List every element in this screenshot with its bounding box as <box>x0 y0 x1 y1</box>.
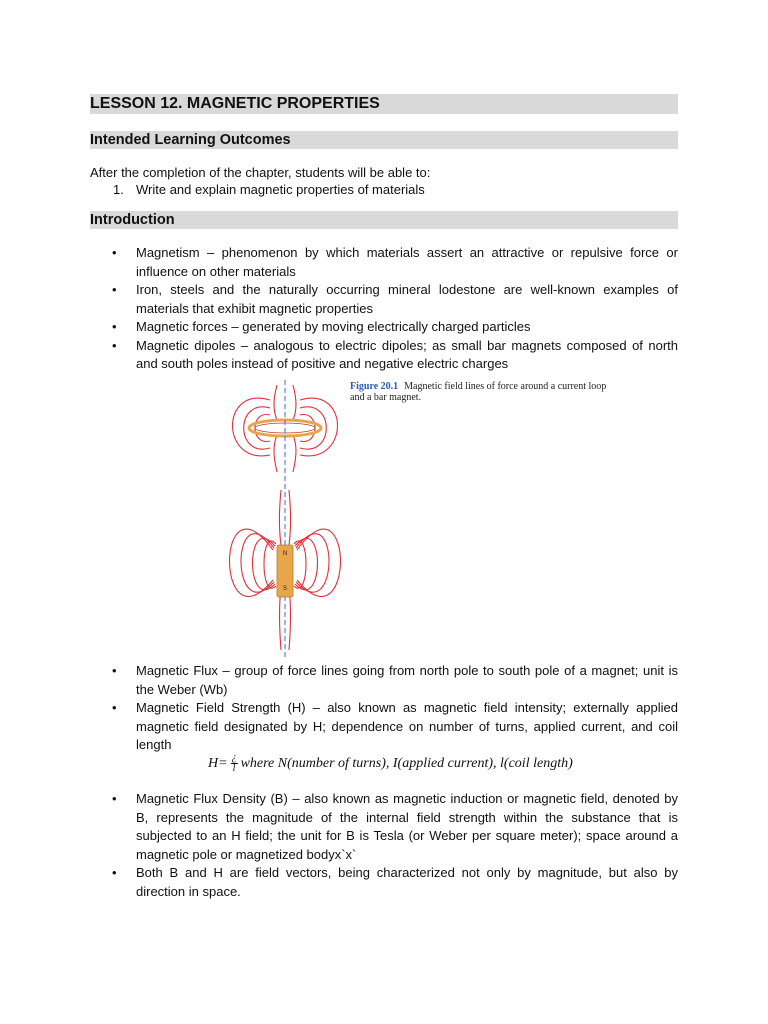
bullet-text: Magnetic Flux – group of force lines going from north pole to south pole of a magnet; unit is the Weber (Wb) <box>136 663 678 697</box>
figure-caption-text: Magnetic field lines of force around a current loop and a bar magnet. <box>350 381 607 403</box>
formula-fraction <box>231 753 238 774</box>
formula-lhs: H= <box>208 755 228 771</box>
intro-bullet-list-bottom <box>90 790 678 901</box>
bullet-text: Magnetic forces – generated by moving electrically charged particles <box>136 319 531 334</box>
bullet-text: Iron, steels and the naturally occurring mineral lodestone are well-known examples of materials that exhibit magnetic properties <box>136 282 678 316</box>
bullet-icon: • <box>112 319 117 334</box>
list-item <box>90 281 678 318</box>
bullet-icon: • <box>112 663 117 678</box>
bullet-icon: • <box>112 282 117 297</box>
bullet-text: Magnetic Field Strength (H) – also known as magnetic field intensity; externally applied magnetic field designated by H; dependence on number of turns, applied current, and coil length <box>136 700 678 752</box>
outcome-text: Write and explain magnetic properties of materials <box>136 182 425 197</box>
list-item <box>90 699 678 755</box>
formula-text: where N(number of turns), I(applied current), l(coil length) <box>240 755 573 771</box>
bullet-icon: • <box>112 700 117 715</box>
figure-caption <box>350 381 610 403</box>
list-item <box>90 790 678 864</box>
bullet-icon: • <box>112 245 117 260</box>
bullet-icon: • <box>112 865 117 880</box>
list-item <box>90 662 678 699</box>
list-item <box>90 318 678 337</box>
south-pole-label: S <box>282 586 288 592</box>
outcomes-lead: After the completion of the chapter, students will be able to: <box>90 165 431 180</box>
bullet-icon: • <box>112 791 117 806</box>
intro-bullet-list-mid <box>90 662 678 755</box>
north-pole-label: N <box>282 551 288 557</box>
outcomes-heading: Intended Learning Outcomes <box>90 131 678 149</box>
list-item <box>90 864 678 901</box>
list-item <box>90 244 678 281</box>
field-strength-formula <box>208 753 573 774</box>
introduction-heading: Introduction <box>90 211 678 229</box>
bullet-icon: • <box>112 337 117 353</box>
figure-label: Figure 20.1 <box>350 381 399 392</box>
bullet-text: Magnetic Flux Density (B) – also known as magnetic induction or magnetic field, denoted by B, represents the magnitude of the internal field strength within the substance that is subjected to an H field; the unit for B is Tesla (or Weber per square meter); space around a magnetic pole or magnetized bodyx`x` <box>136 791 678 862</box>
list-item <box>90 337 678 374</box>
formula-denominator: l <box>232 763 236 774</box>
bullet-text: Magnetic dipoles – analogous to electric dipoles; as small bar magnets composed of north and south poles instead of positive and negative electric charges <box>136 337 678 371</box>
formula-numerator: ¿ <box>231 752 237 763</box>
bullet-text: Magnetism – phenomenon by which materials assert an attractive or repulsive force or influence on other materials <box>136 245 678 279</box>
outcome-number: 1. <box>113 182 124 197</box>
lesson-title: LESSON 12. MAGNETIC PROPERTIES <box>90 94 678 114</box>
intro-bullet-list-top <box>90 244 678 374</box>
bullet-text: Both B and H are field vectors, being characterized not only by magnitude, but also by direction in space. <box>136 865 678 899</box>
magnetic-field-figure <box>225 380 345 658</box>
